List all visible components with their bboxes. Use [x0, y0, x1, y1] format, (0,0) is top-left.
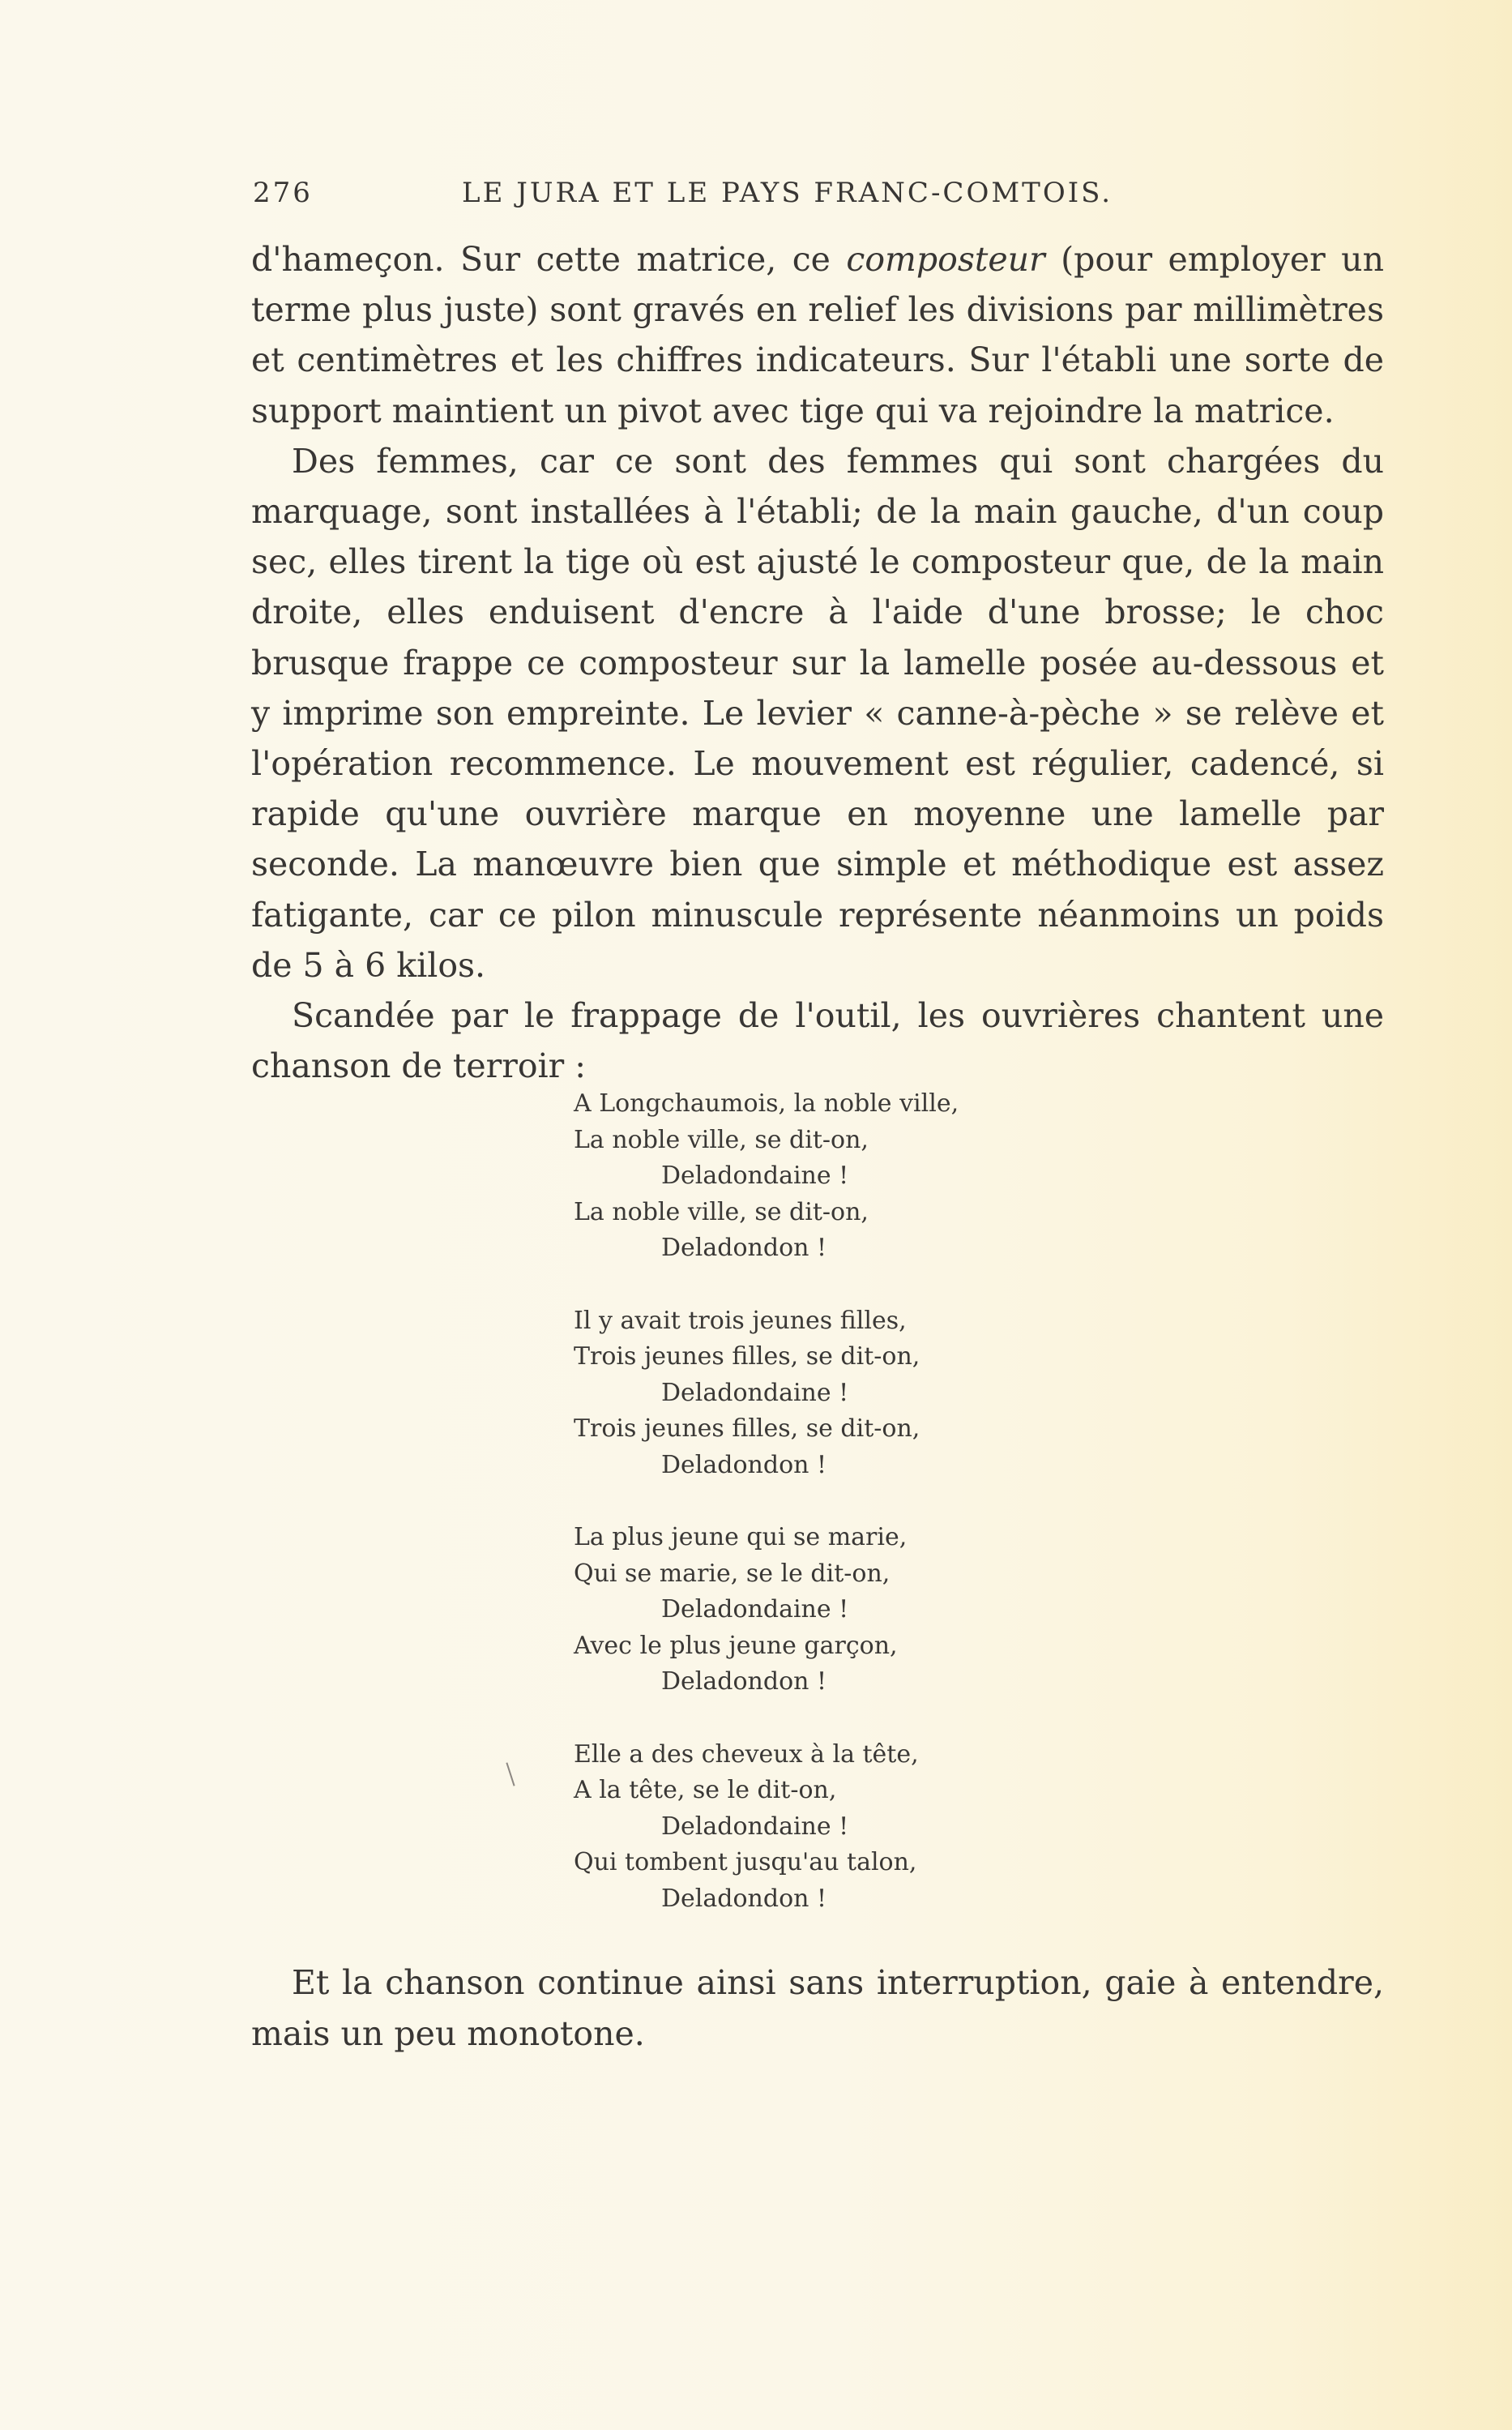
- running-title: LE JURA ET LE PAYS FRANC-COMTOIS.: [462, 177, 1113, 209]
- stanza: [574, 1303, 1027, 1484]
- refrain-line: Deladondaine !: [661, 1162, 849, 1190]
- verse-line: Qui se marie, se le dit-on,: [574, 1559, 891, 1588]
- refrain-line: Deladondaine !: [661, 1595, 849, 1624]
- verse-line: Qui tombent jusqu'au talon,: [574, 1848, 917, 1876]
- verse-line: La plus jeune qui se marie,: [574, 1523, 908, 1551]
- verse-line: La noble ville, se dit-on,: [574, 1197, 869, 1226]
- verse-line: A la tête, se le dit-on,: [574, 1776, 837, 1804]
- stanza: [574, 1086, 1027, 1267]
- paragraph-composteur: d'hameçon. Sur cette matrice, ce composteur (pour employer un terme plus juste) sont gravés en relief les divisions par millimètres et centimètres et les chiffres indicateurs. Sur l'établi une sorte de support maintient un pivot avec tige qui va rejoindre la matrice.: [251, 240, 1384, 430]
- page-number: 276: [253, 177, 313, 209]
- paragraph-conclusion: [251, 1957, 1384, 2060]
- verse-line: A Longchaumois, la noble ville,: [574, 1089, 959, 1118]
- paragraph-marquage: Des femmes, car ce sont des femmes qui sont chargées du marquage, sont installées à l'établi; de la main gauche, d'un coup sec, elles tirent la tige où est ajusté le composteur que, de la main droite, elles enduisent d'encre à l'aide d'une brosse; le choc brusque frappe ce composteur sur la lamelle posée au-dessous et y imprime son empreinte. Le levier « canne-à-pèche » se relève et l'opération recommence. Le mouvement est régulier, cadencé, si rapide qu'une ouvrière marque en moyenne une lamelle par seconde. La manœuvre bien que simple et méthodique est assez fatigante, car ce pilon minuscule représente néanmoins un poids de 5 à 6 kilos.: [251, 441, 1384, 985]
- emphasis-composteur: composteur: [846, 240, 1045, 279]
- stanza: [574, 1520, 1027, 1701]
- verse-line: Il y avait trois jeunes filles,: [574, 1306, 907, 1335]
- refrain-line: Deladondon !: [661, 1667, 827, 1696]
- verse-line: Trois jeunes filles, se dit-on,: [574, 1414, 920, 1443]
- refrain-line: Deladondon !: [661, 1884, 827, 1913]
- refrain-line: Deladondaine !: [661, 1812, 849, 1841]
- verse-line: La noble ville, se dit-on,: [574, 1125, 869, 1154]
- refrain-line: Deladondon !: [661, 1234, 827, 1262]
- song-verse: [574, 1086, 1027, 1953]
- page-header: [253, 177, 1386, 222]
- verse-line: Avec le plus jeune garçon,: [574, 1631, 898, 1660]
- paragraph-chanson-intro: Scandée par le frappage de l'outil, les ouvrières chantent une chanson de terroir :: [251, 996, 1384, 1086]
- refrain-line: Deladondon !: [661, 1450, 827, 1479]
- stanza: [574, 1737, 1027, 1918]
- refrain-line: Deladondaine !: [661, 1378, 849, 1407]
- verse-line: Elle a des cheveux à la tête,: [574, 1739, 919, 1769]
- conclusion-text: Et la chanson continue ainsi sans interruption, gaie à entendre, mais un peu monotone.: [251, 1963, 1384, 2053]
- verse-line: Trois jeunes filles, se dit-on,: [574, 1342, 920, 1371]
- stray-print-mark: [506, 1762, 515, 1786]
- body-text: [251, 234, 1384, 1091]
